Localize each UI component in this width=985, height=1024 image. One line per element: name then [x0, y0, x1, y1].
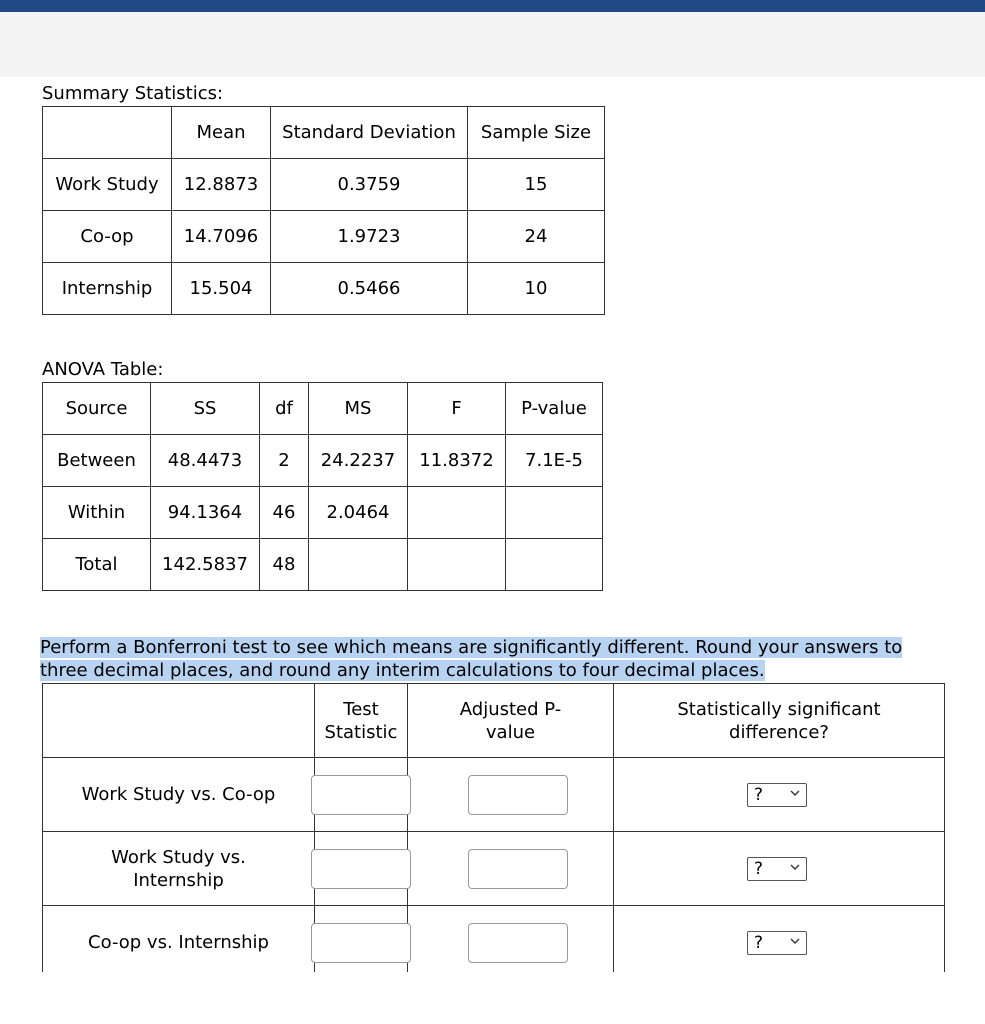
test-statistic-input[interactable]	[311, 775, 411, 815]
significance-cell	[614, 906, 945, 980]
ms-cell	[309, 539, 408, 591]
significance-cell	[614, 758, 945, 832]
table-row	[43, 758, 945, 832]
header-line: Statistically significant	[677, 699, 881, 720]
significance-select[interactable]	[747, 783, 807, 807]
adjusted-p-input[interactable]	[468, 923, 568, 963]
header-cell: P-value	[506, 383, 603, 435]
header-line: value	[485, 722, 536, 743]
question-prompt	[40, 636, 910, 682]
header-cell: Standard Deviation	[271, 107, 468, 159]
comparison-line: Work Study vs.	[111, 846, 246, 868]
p-value-cell: 7.1E-5	[506, 435, 603, 487]
table-row	[43, 487, 603, 539]
comparison-label	[43, 758, 315, 832]
header-cell: Mean	[172, 107, 271, 159]
comparison-line: Co-op vs. Internship	[88, 932, 269, 953]
df-cell: 48	[260, 539, 309, 591]
row-label: Co-op	[43, 211, 172, 263]
ss-cell: 94.1364	[151, 487, 260, 539]
header-significance	[614, 684, 945, 758]
ss-cell: 48.4473	[151, 435, 260, 487]
bottom-clip	[0, 972, 985, 1024]
comparison-label	[43, 832, 315, 906]
chevron-down-icon	[790, 862, 800, 872]
f-cell	[408, 487, 506, 539]
row-label: Internship	[43, 263, 172, 315]
top-bar	[0, 0, 985, 12]
sd-cell: 1.9723	[271, 211, 468, 263]
p-value-cell	[506, 487, 603, 539]
row-label: Work Study	[43, 159, 172, 211]
n-cell: 10	[468, 263, 605, 315]
table-row	[43, 263, 605, 315]
anova-table	[42, 382, 603, 591]
select-value: ?	[754, 932, 764, 953]
adjusted-p-cell	[408, 758, 614, 832]
test-statistic-input[interactable]	[311, 923, 411, 963]
f-cell	[408, 539, 506, 591]
table-row	[43, 159, 605, 211]
significance-select[interactable]	[747, 931, 807, 955]
table-row	[43, 211, 605, 263]
select-value: ?	[754, 858, 764, 879]
select-value: ?	[754, 784, 764, 805]
table-row	[43, 539, 603, 591]
adjusted-p-input[interactable]	[468, 775, 568, 815]
table-header-row	[43, 107, 605, 159]
header-adjusted-p	[408, 684, 614, 758]
source-cell: Total	[43, 539, 151, 591]
ss-cell: 142.5837	[151, 539, 260, 591]
sd-cell: 0.5466	[271, 263, 468, 315]
adjusted-p-cell	[408, 906, 614, 980]
header-line: difference?	[729, 722, 829, 743]
significance-select[interactable]	[747, 857, 807, 881]
test-statistic-cell	[315, 906, 408, 980]
summary-statistics-table	[42, 106, 605, 315]
header-cell: F	[408, 383, 506, 435]
prompt-line-1: Perform a Bonferroni test to see which means are significantly different. Round your answers to	[40, 637, 903, 658]
sd-cell: 0.3759	[271, 159, 468, 211]
source-cell: Within	[43, 487, 151, 539]
f-cell: 11.8372	[408, 435, 506, 487]
comparison-label	[43, 906, 315, 980]
adjusted-p-cell	[408, 832, 614, 906]
table-header-row	[43, 684, 945, 758]
table-header-row	[43, 383, 603, 435]
table-row	[43, 435, 603, 487]
prompt-line-2: three decimal places, and round any interim calculations to four decimal places.	[40, 660, 765, 681]
chevron-down-icon	[790, 936, 800, 946]
summary-title: Summary Statistics:	[42, 83, 224, 104]
header-cell: Source	[43, 383, 151, 435]
comparison-line: Work Study vs. Co-op	[81, 784, 276, 805]
source-cell: Between	[43, 435, 151, 487]
chevron-down-icon	[790, 788, 800, 798]
header-cell: df	[260, 383, 309, 435]
df-cell: 2	[260, 435, 309, 487]
anova-title: ANOVA Table:	[42, 359, 164, 380]
test-statistic-input[interactable]	[311, 849, 411, 889]
header-test-statistic	[315, 684, 408, 758]
significance-cell	[614, 832, 945, 906]
header-cell: SS	[151, 383, 260, 435]
ms-cell: 2.0464	[309, 487, 408, 539]
bonferroni-table	[42, 683, 945, 980]
ms-cell: 24.2237	[309, 435, 408, 487]
df-cell: 46	[260, 487, 309, 539]
header-cell: MS	[309, 383, 408, 435]
header-line: Test	[343, 699, 379, 720]
n-cell: 15	[468, 159, 605, 211]
mean-cell: 12.8873	[172, 159, 271, 211]
p-value-cell	[506, 539, 603, 591]
header-cell	[43, 684, 315, 758]
mean-cell: 14.7096	[172, 211, 271, 263]
mean-cell: 15.504	[172, 263, 271, 315]
adjusted-p-input[interactable]	[468, 849, 568, 889]
header-cell	[43, 107, 172, 159]
comparison-line: Internship	[133, 869, 224, 891]
n-cell: 24	[468, 211, 605, 263]
header-line: Statistic	[324, 722, 398, 743]
test-statistic-cell	[315, 832, 408, 906]
header-line: Adjusted P-	[459, 699, 562, 720]
header-cell: Sample Size	[468, 107, 605, 159]
table-row	[43, 832, 945, 906]
header-band	[0, 12, 985, 77]
table-row	[43, 906, 945, 980]
test-statistic-cell	[315, 758, 408, 832]
